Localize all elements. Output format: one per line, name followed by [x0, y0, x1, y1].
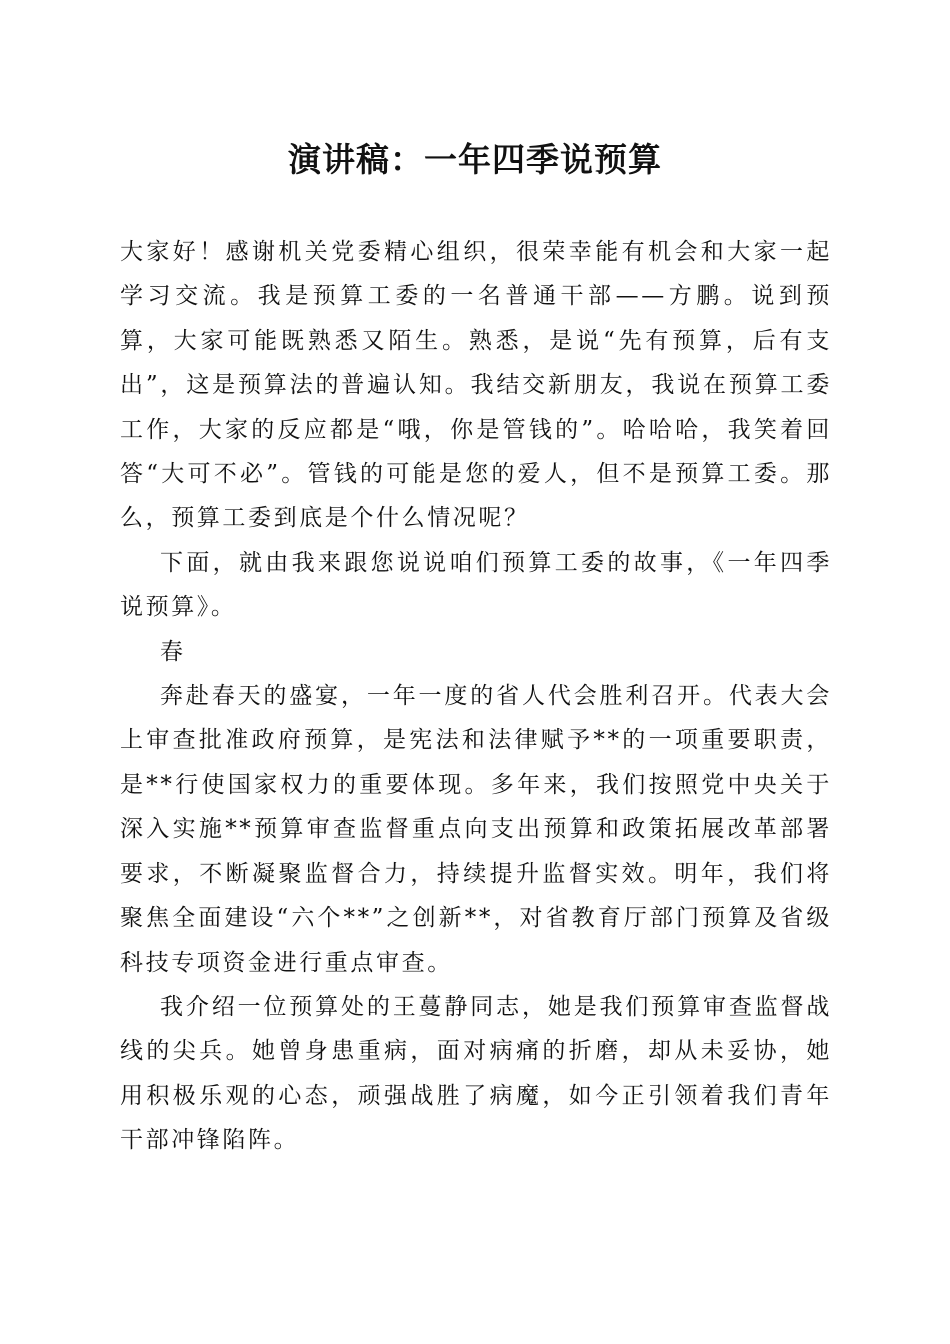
- paragraph-colleague: 我介绍一位预算处的王蔓静同志，她是我们预算审查监督战线的尖兵。她曾身患重病，面对病痛的折磨，却从未妥协，她用积极乐观的心态，顽强战胜了病魔，如今正引领着我们青年干部冲锋陷阵。: [120, 993, 832, 1154]
- document-title: 演讲稿：一年四季说预算: [288, 140, 662, 179]
- paragraph-intro: 下面，就由我来跟您说说咱们预算工委的故事，《一年四季说预算》。: [120, 549, 832, 621]
- paragraph-greeting: 大家好！感谢机关党委精心组织，很荣幸能有机会和大家一起学习交流。我是预算工委的一名普通干部——方鹏。说到预算，大家可能既熟悉又陌生。熟悉，是说“先有预算，后有支出”，这是预算法的普遍认知。我结交新朋友，我说在预算工委工作，大家的反应都是“哦，你是管钱的”。哈哈哈，我笑着回答“大可不必”。管钱的可能是您的爱人，但不是预算工委。那么，预算工委到底是个什么情况呢？: [120, 239, 832, 532]
- section-heading-spring: 春: [160, 638, 186, 665]
- paragraph-spring: 奔赴春天的盛宴，一年一度的省人代会胜利召开。代表大会上审查批准政府预算，是宪法和法律赋予**的一项重要职责，是**行使国家权力的重要体现。多年来，我们按照党中央关于深入实施**预算审查监督重点向支出预算和政策拓展改革部署要求，不断凝聚监督合力，持续提升监督实效。明年，我们将聚焦全面建设“六个**”之创新**，对省教育厅部门预算及省级科技专项资金进行重点审查。: [120, 683, 832, 976]
- document-body: [120, 230, 832, 1163]
